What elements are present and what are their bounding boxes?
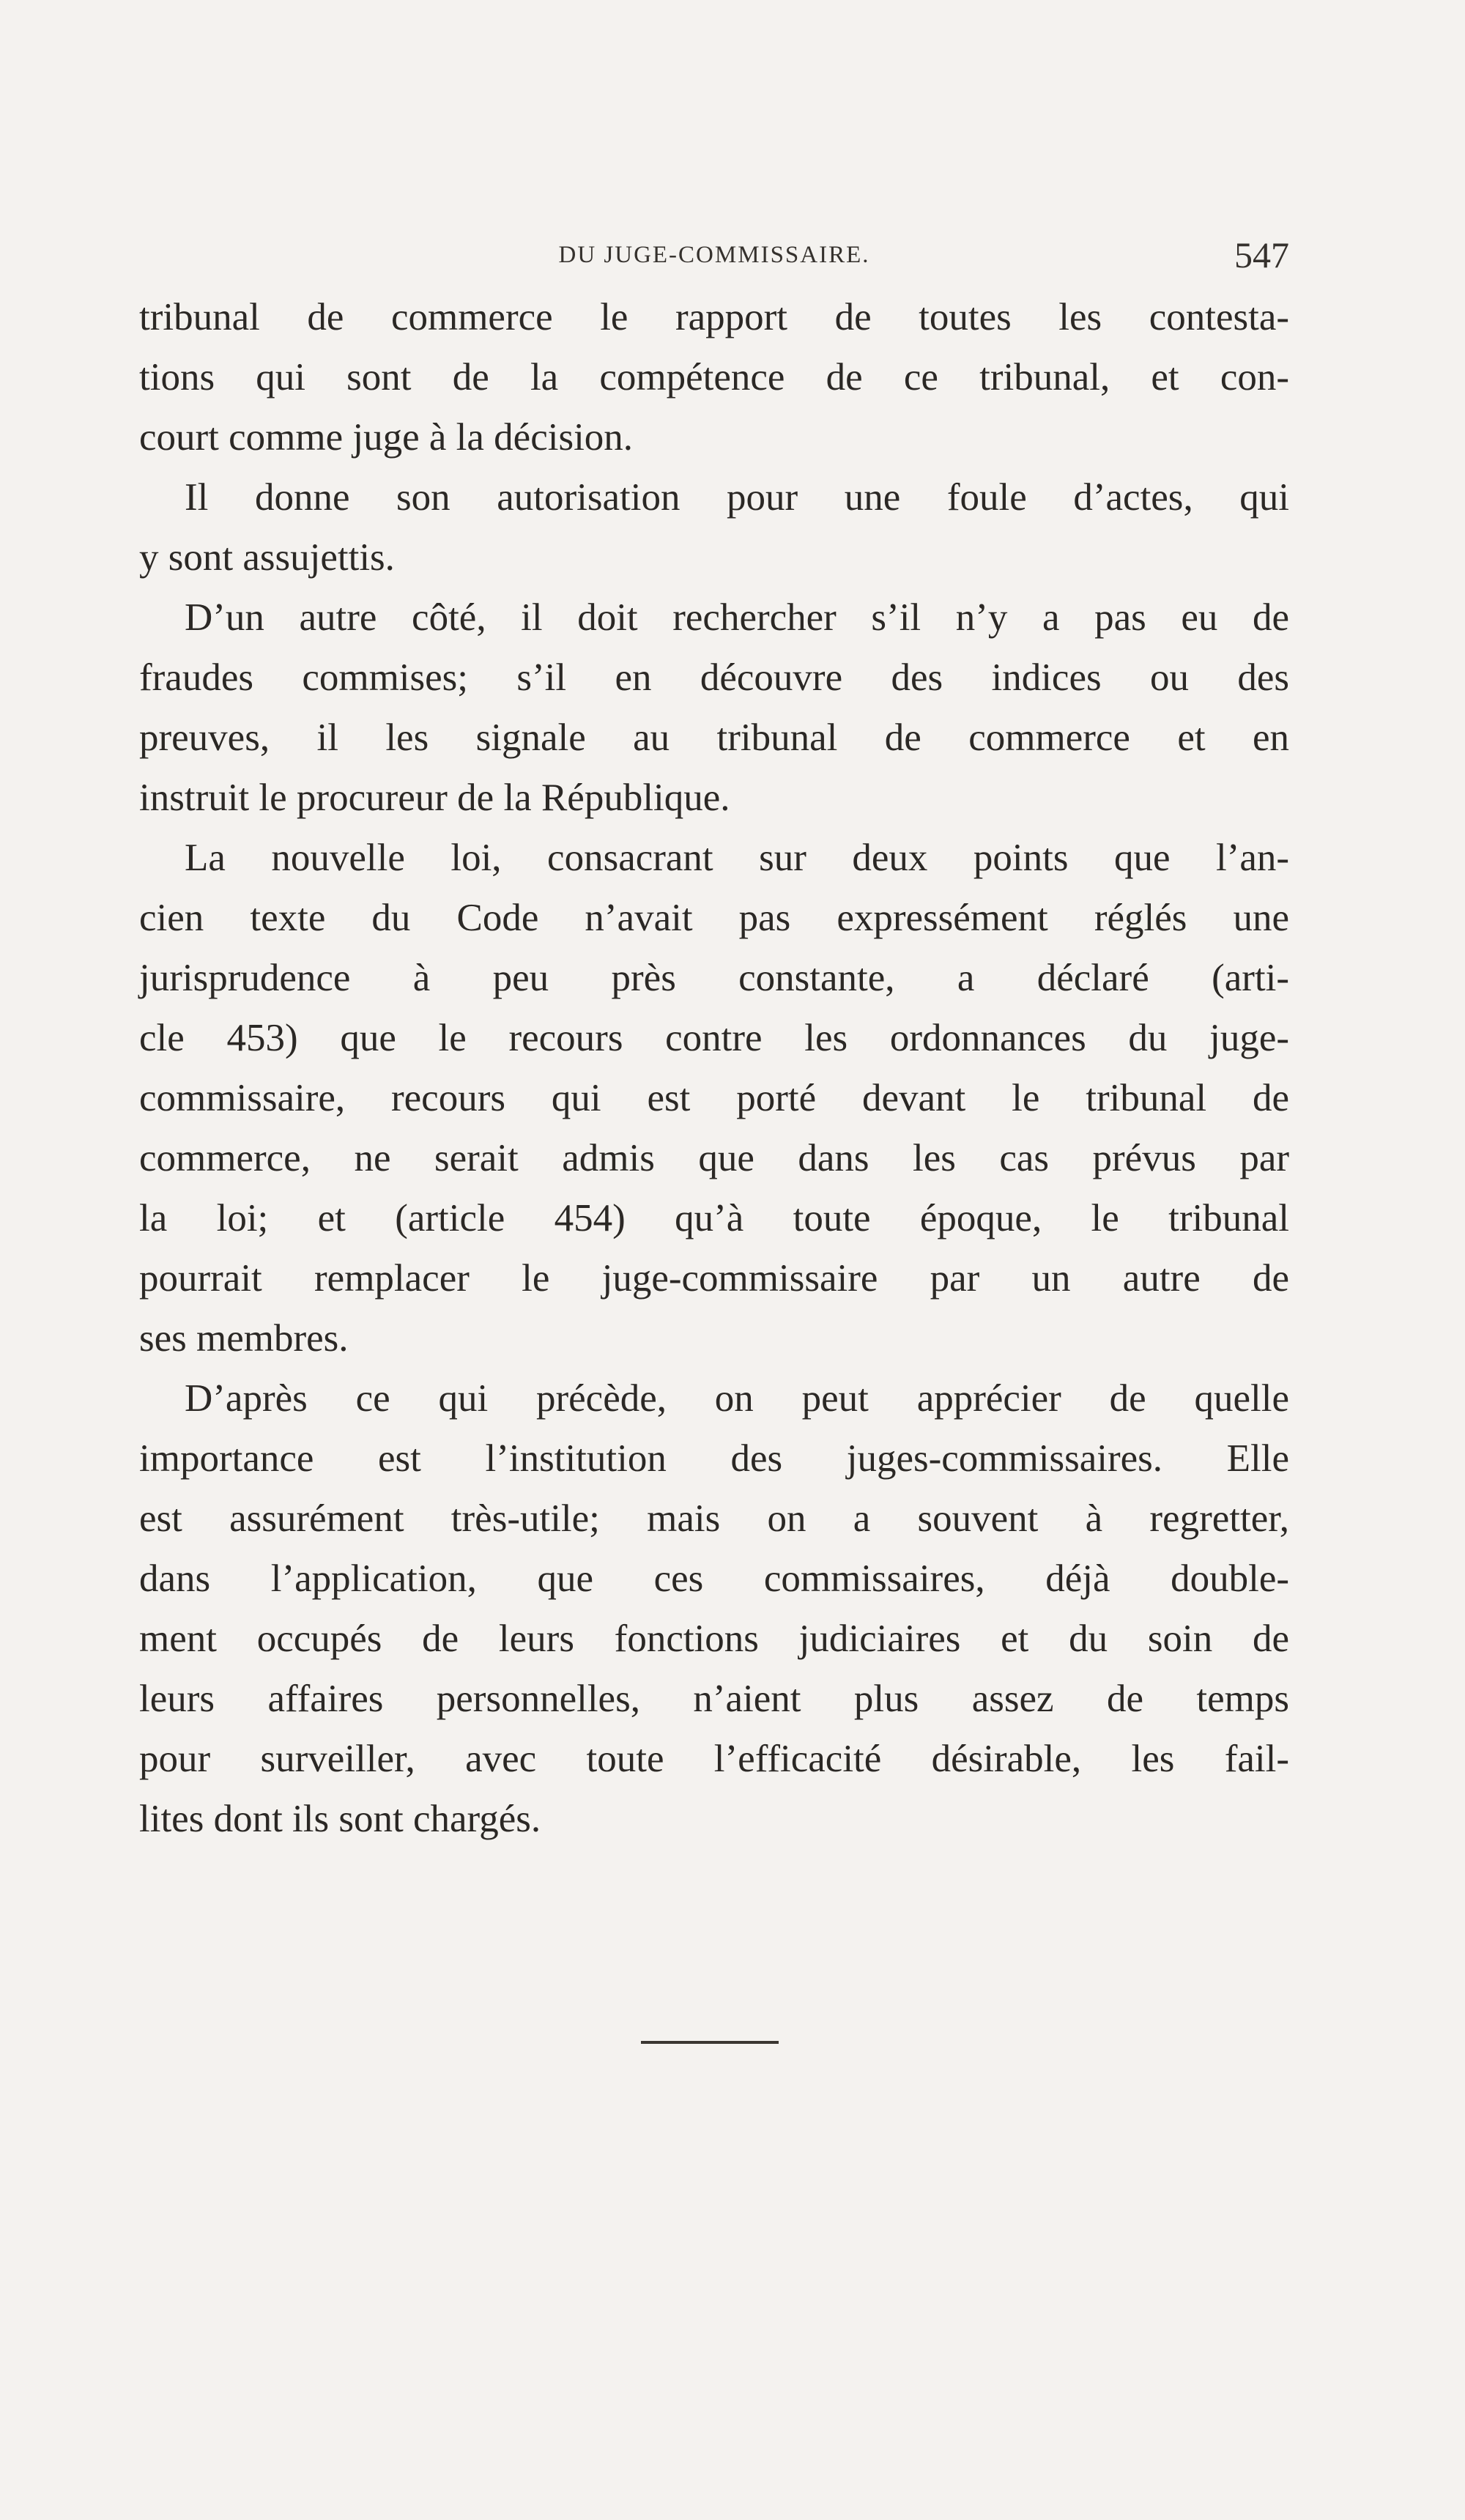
- text-line: pourrait remplacer le juge-commissaire par un autre de: [139, 1257, 1289, 1300]
- text-line: dans l’application, que ces commissaires, déjà double-: [139, 1557, 1289, 1600]
- text-line: pour surveiller, avec toute l’efficacité désirable, les fail-: [139, 1738, 1289, 1780]
- text-line: lites dont ils sont chargés.: [139, 1798, 541, 1840]
- text-line: ment occupés de leurs fonctions judiciaires et du soin de: [139, 1617, 1289, 1660]
- text-line: Il donne son autorisation pour une foule d’actes, qui: [185, 476, 1289, 519]
- text-line: fraudes commises; s’il en découvre des indices ou des: [139, 656, 1289, 699]
- text-line: ses membres.: [139, 1317, 349, 1360]
- text-line: La nouvelle loi, consacrant sur deux points que l’an-: [185, 837, 1289, 879]
- text-line: la loi; et (article 454) qu’à toute époque, le tribunal: [139, 1197, 1289, 1239]
- text-line: preuves, il les signale au tribunal de commerce et en: [139, 716, 1289, 759]
- text-line: cle 453) que le recours contre les ordonnances du juge-: [139, 1017, 1289, 1059]
- text-line: y sont assujettis.: [139, 536, 395, 579]
- text-line: D’un autre côté, il doit rechercher s’il n’y a pas eu de: [185, 596, 1289, 639]
- text-line: est assurément très-utile; mais on a souvent à regretter,: [139, 1497, 1289, 1540]
- page-number: 547: [1234, 234, 1289, 275]
- text-line: commerce, ne serait admis que dans les cas prévus par: [139, 1137, 1289, 1179]
- text-line: commissaire, recours qui est porté devant le tribunal de: [139, 1077, 1289, 1119]
- body-text: [139, 287, 1289, 1849]
- end-rule: [641, 2041, 779, 2044]
- text-line: tribunal de commerce le rapport de toutes les contesta-: [139, 296, 1289, 338]
- running-title: DU JUGE-COMMISSAIRE.: [558, 242, 870, 268]
- text-line: instruit le procureur de la République.: [139, 777, 730, 819]
- text-line: leurs affaires personnelles, n’aient plus assez de temps: [139, 1678, 1289, 1720]
- text-line: D’après ce qui précède, on peut apprécier de quelle: [185, 1377, 1289, 1420]
- running-head: [139, 233, 1289, 277]
- text-line: jurisprudence à peu près constante, a déclaré (arti-: [139, 957, 1289, 999]
- text-line: tions qui sont de la compétence de ce tribunal, et con-: [139, 356, 1289, 399]
- text-line: court comme juge à la décision.: [139, 416, 634, 459]
- text-line: importance est l’institution des juges-commissaires. Elle: [139, 1437, 1289, 1480]
- text-line: cien texte du Code n’avait pas expressément réglés une: [139, 897, 1289, 939]
